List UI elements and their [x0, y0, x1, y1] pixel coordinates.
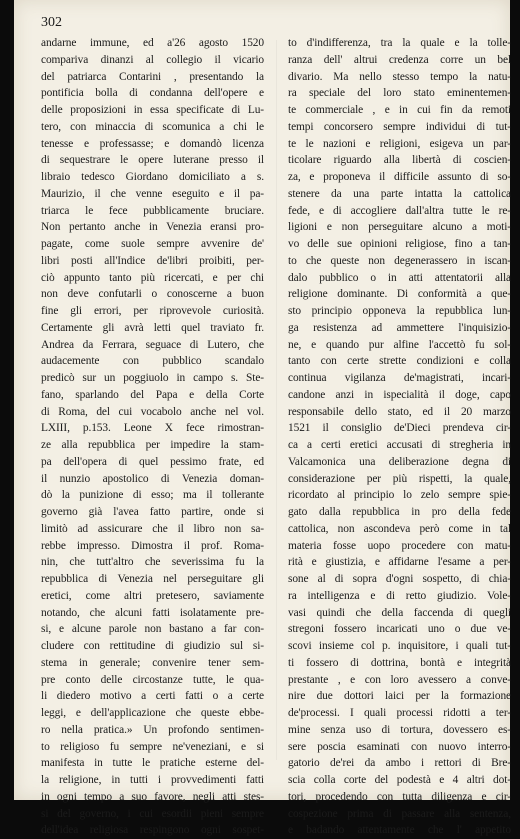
text-line: ra intelligenza e di retto giudizio. Vole-	[288, 589, 511, 602]
text-line: vasi quindi che della faccenda di quegli	[288, 606, 511, 619]
text-line: li diedero motivo a certi fatti o a certe	[41, 690, 264, 703]
text-line: audacemente con pubblico scandalo	[41, 355, 264, 368]
text-line: ti fossero di dottrina, bontà e integrità	[288, 656, 511, 669]
text-line: dell'idea religiosa respingono ogni sospet-	[41, 824, 264, 837]
text-line: ricordato al principio lo zelo sempre spie-	[288, 489, 511, 502]
page-number: 302	[41, 15, 62, 30]
text-line: ga resistenza ad ammettere l'inquisizio-	[288, 321, 511, 334]
text-line: Andrea da Ferrara, seguace di Lutero, che	[41, 338, 264, 351]
text-line: prestante , e con loro avessero a conve-	[288, 673, 511, 686]
text-line: di Roma, del cui vocabolo anche nel vol.	[41, 405, 264, 418]
text-line: gatorio de'rei da ambo i rettori di Bre-	[288, 757, 511, 770]
text-line: to che queste non degenerassero in iscan-	[288, 254, 511, 267]
text-line: dò la punizione di esso; ma il tollerante	[41, 489, 264, 502]
text-line: scovi insieme col p. inquisitore, i quali tut-	[288, 640, 511, 652]
text-line: eretici, come altri pretesero, saviamente	[41, 589, 264, 602]
book-page	[14, 0, 511, 837]
text-line: limitò ad assicurare che il libro non sa-	[41, 522, 264, 535]
text-line: tanto con certe strette condizioni e colla	[288, 355, 511, 368]
text-line: materia fosse uopo procedere con matu-	[288, 539, 511, 552]
text-line: fine gli errori, per riprovevole curiosità.	[41, 305, 264, 317]
text-line: stregoni fossero incaricati uno o due ve-	[288, 623, 511, 636]
text-line: ranza dell' altrui credenza corre un bel	[288, 53, 511, 66]
text-line: in ogni tempo a suo favore, negli atti stes-	[41, 790, 264, 803]
text-line: repubblica di Venezia nel perseguitare gli	[41, 573, 264, 585]
text-line: triarca le fece pubblicamente bruciare.	[41, 204, 264, 217]
text-line: si del governo, i cui esordii pieni sempre	[41, 807, 264, 820]
text-line: ro nella pratica.» Un profondo sentimen-	[41, 723, 264, 736]
text-line: rebbe impresso. Dimostra il prof. Roma-	[41, 539, 264, 552]
text-line: pontificia bolla di condanna dell'opere e	[41, 87, 264, 100]
text-line: andarne immune, ed a'26 agosto 1520	[41, 37, 264, 49]
text-line: pa dell'opera di quel pessimo frate, ed	[41, 455, 264, 468]
text-line: libri posti all'Indice de'libri proibiti, per-	[41, 254, 264, 267]
text-line: Valcamonica una deliberazione degna di	[288, 455, 511, 468]
text-line: te commerciale , e in cui fin da remoti	[288, 104, 511, 116]
text-line: notando, che alcuni fatti isolatamente pre-	[41, 606, 264, 619]
text-line: candone anzi in ispecialità il doge, capo	[288, 388, 511, 401]
text-line: predicò sur un poggiuolo in campo s. Ste-	[41, 372, 264, 384]
text-line: te le nazioni e religioni, esigeva un par-	[288, 137, 511, 150]
text-line: manifesta in tutte le pratiche esterne del-	[41, 757, 264, 770]
text-line: divario. Ma nello stesso tempo la natu-	[288, 70, 511, 83]
text-line: ligioni e non perseguitare alcuno a moti-	[288, 221, 511, 234]
text-line: ra speciale del loro stato eminentemen-	[288, 87, 511, 100]
text-line: considerazione per più rispetti, la quale,	[288, 472, 511, 485]
text-line: 1521 il consiglio de'Dieci prendeva cir-	[288, 422, 511, 435]
text-line: cospezione prima di passare alla sentenza,	[288, 807, 511, 820]
text-line: continua vigilanza de'magistrati, incari-	[288, 372, 511, 384]
text-line: rità e giustizia, e affidarne l'esame a per-	[288, 556, 511, 569]
text-line: nin, che tutt'altro che severissima fu la	[41, 556, 264, 569]
text-line: stenere da una parte intatta la cattolica	[288, 187, 511, 200]
text-line: cludere con rettitudine di giudizio sul si-	[41, 640, 264, 652]
text-line: sone al di sopra d'ogni sospetto, di chia-	[288, 573, 511, 585]
text-line: responsabile dello stato, ed il 20 marzo	[288, 405, 511, 418]
text-line: sere poscia esaminati con nuovo interro-	[288, 740, 511, 753]
text-line: Non pertanto anche in Venezia eransi pro-	[41, 221, 264, 234]
text-line: Maurizio, il che venne eseguito e il pa-	[41, 187, 264, 200]
text-line: stema in generale; convenire tener sem-	[41, 656, 264, 669]
column-gutter	[276, 40, 277, 760]
text-line: vo delle sue opinioni religiose, fino a tan-	[288, 238, 511, 250]
text-line: de'processi. I quali processi ridotti a ter-	[288, 707, 511, 719]
text-line: di sequestrare le opere luterane presso il	[41, 154, 264, 167]
text-line: gato dalla repubblica in pro della fede	[288, 506, 511, 518]
text-line: fano, sparlando del Papa e della Corte	[41, 388, 264, 401]
text-line: to religioso fu sempre ne'veneziani, e si	[41, 740, 264, 753]
text-line: ne, e quando pur alfine l'accettò fu sol-	[288, 338, 511, 351]
text-line: il nunzio apostolico di Venezia doman-	[41, 472, 264, 485]
text-line: pagate, come suole sempre avvenire de'	[41, 238, 264, 250]
text-line: e badando attentamente che l' appetito	[288, 824, 511, 837]
text-line: governo già l'avea fatto partire, onde si	[41, 506, 264, 518]
text-line: non deve confutarli o conoscerne a buon	[41, 288, 264, 301]
text-line: delle proposizioni in essa specificate di Lu-	[41, 104, 264, 116]
text-line: nire due dottori laici per la formazione	[288, 690, 511, 703]
text-line: sto principio opponeva la repubblica lun-	[288, 305, 511, 317]
text-line: ticolare riguardo alla libertà di coscien-	[288, 154, 511, 167]
text-column-right	[288, 35, 511, 839]
text-line: dalo pubblico o in atti attentatorii alla	[288, 271, 511, 284]
text-line: religione dominante. Di conformità a que-	[288, 288, 511, 301]
text-line: tero, con minaccia di scomunica a chi le	[41, 120, 264, 133]
text-line: mine senza uso di tortura, dovessero es-	[288, 723, 511, 736]
text-line: tempi concorsero sempre individui di tut-	[288, 120, 511, 133]
text-line: compariva dinanzi al collegio il vicario	[41, 53, 264, 66]
text-line: za, e proponeva il difficile assunto di so-	[288, 171, 511, 183]
text-line: la religione, in tutti i provvedimenti fatti	[41, 774, 264, 786]
text-line: si, e alcune parole non bastano a far con-	[41, 623, 264, 636]
text-line: pre conto delle circostanze tutte, le qua-	[41, 673, 264, 686]
text-column-left	[41, 35, 264, 839]
text-line: del patriarca Contarini , presentando la	[41, 70, 264, 83]
text-line: ca a certi eretici accusati di stregheria in	[288, 439, 511, 451]
text-line: fede, e di accogliere dall'altra tutte le re-	[288, 204, 511, 217]
text-line: Certamente gli avrà letti quel traviato fr.	[41, 321, 264, 334]
text-line: LXIII, p.153. Leone X fece rimostran-	[41, 422, 264, 435]
text-line: libraio tedesco Giordano domiciliato a s.	[41, 171, 264, 183]
text-line: ze alla repubblica per impedire la stam-	[41, 439, 264, 451]
text-line: ciò appunto tanto più ricercati, e per chi	[41, 271, 264, 284]
text-line: to d'indifferenza, tra la quale e la tolle-	[288, 37, 511, 49]
text-line: tenesse e professasse; e domandò licenza	[41, 137, 264, 150]
text-line: tori, procedendo con tutta diligenza e cir-	[288, 790, 511, 803]
text-line: leggi, e dell'applicazione che queste ebbe-	[41, 707, 264, 719]
text-line: scia colla corte del podestà e 4 altri dot-	[288, 774, 511, 786]
text-line: cattolica, non ascondeva però come in tal	[288, 522, 511, 535]
